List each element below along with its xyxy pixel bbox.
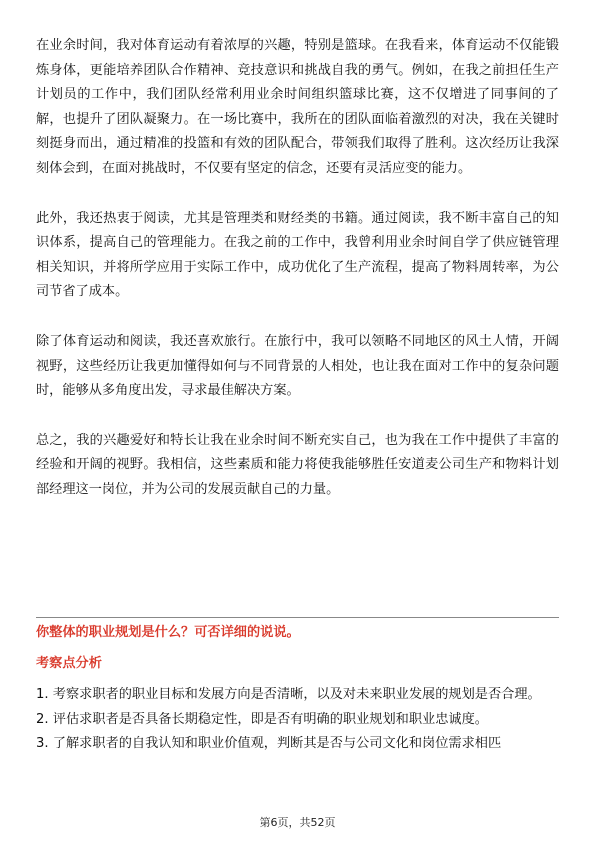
section-divider — [36, 617, 559, 618]
interview-question: 你整体的职业规划是什么？可否详细的说说。 — [36, 625, 300, 640]
paragraph-travel: 除了体育运动和阅读，我还喜欢旅行。在旅行中，我可以领略不同地区的风土人情，开阔视野，这些经历让我更加懂得如何与不同背景的人相处，也让我在面对工作中的复杂问题时，能够从多角度出发，寻求最佳解决方案。 — [36, 333, 559, 399]
list-item: 1. 考察求职者的职业目标和发展方向是否清晰，以及对未来职业发展的规划是否合理。 — [36, 687, 541, 702]
paragraph-reading: 此外，我还热衷于阅读，尤其是管理类和财经类的书籍。通过阅读，我不断丰富自己的知识体系，提高自己的管理能力。在我之前的工作中，我曾利用业余时间自学了供应链管理相关知识，并将所学应用于实际工作中，成功优化了生产流程，提高了物料周转率，为公司节省了成本。 — [36, 210, 559, 300]
answer-body — [36, 34, 559, 503]
list-item: 2. 评估求职者是否具备长期稳定性，即是否有明确的职业规划和职业忠诚度。 — [36, 711, 488, 727]
analysis-heading: 考察点分析 — [36, 656, 102, 671]
page-number: 第6页，共52页 — [259, 816, 336, 829]
list-item: 3. 了解求职者的自我认知和职业价值观，判断其是否与公司文化和岗位需求相匹 — [36, 736, 502, 751]
paragraph-sports: 在业余时间，我对体育运动有着浓厚的兴趣，特别是篮球。在我看来，体育运动不仅能锻炼身体，更能培养团队合作精神、竞技意识和挑战自我的勇气。例如，在我之前担任生产计划员的工作中，我们团队经常利用业余时间组织篮球比赛，这不仅增进了同事间的了解，也提升了团队凝聚力。在一场比赛中，我所在的团队面临着激烈的对决，我在关键时刻挺身而出，通过精准的投篮和有效的团队配合，带领我们取得了胜利。这次经历让我深刻体会到，在面对挑战时，不仅要有坚定的信念，还要有灵活应变的能力。 — [36, 38, 559, 176]
paragraph-summary: 总之，我的兴趣爱好和特长让我在业余时间不断充实自己，也为我在工作中提供了丰富的经验和开阔的视野。我相信，这些素质和能力将使我能够胜任安道麦公司生产和物料计划部经理这一岗位，并为公司的发展贡献自己的力量。 — [36, 432, 559, 497]
analysis-points — [36, 683, 559, 757]
